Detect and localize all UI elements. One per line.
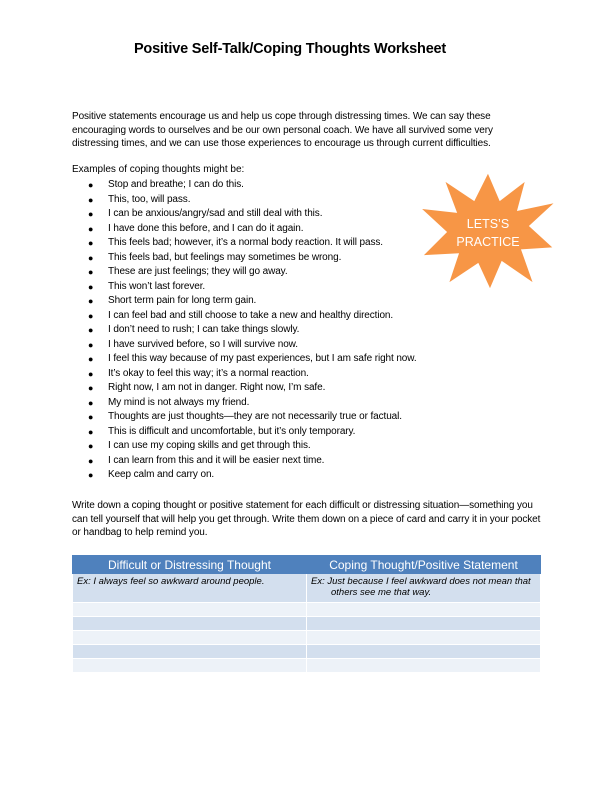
burst-line-1: LETS’S: [466, 217, 510, 231]
bullet-icon: ●: [88, 180, 94, 190]
table-cell[interactable]: [73, 603, 307, 617]
list-item: ● I can use my coping skills and get through this.: [72, 439, 417, 454]
list-item: ● This feels bad; however, it’s a normal body reaction. It will pass.: [72, 236, 417, 251]
page-title: Positive Self-Talk/Coping Thoughts Worksheet: [133, 41, 447, 57]
bullet-icon: ●: [88, 296, 94, 306]
bullet-icon: ●: [88, 238, 94, 248]
table-row: [73, 603, 541, 617]
bullet-icon: ●: [88, 325, 94, 335]
table-header-row: [73, 556, 541, 574]
table-cell[interactable]: [307, 659, 541, 673]
list-item: ● This, too, will pass.: [72, 193, 417, 208]
column-header-coping-thought: Coping Thought/Positive Statement: [307, 556, 541, 574]
table-row: [73, 617, 541, 631]
bullet-icon: ●: [88, 310, 94, 321]
bullet-icon: ●: [88, 412, 94, 422]
intro-paragraph: Positive statements encourage us and help us cope through distressing times. We can say these encouraging words to ourselves and be our own personal coach. We have all survived some very distressing times, and we can use those experiences to encourage us through current difficulties.: [72, 111, 493, 150]
list-item: ● This feels bad, but feelings may sometimes be wrong.: [72, 251, 417, 266]
list-item: ● These are just feelings; they will go away.: [72, 265, 417, 280]
bullet-icon: ●: [88, 209, 94, 219]
bullet-icon: ●: [88, 194, 94, 205]
list-item: ● Keep calm and carry on.: [72, 468, 417, 483]
worksheet-table: [72, 555, 541, 673]
table-cell[interactable]: [307, 631, 541, 645]
lets-practice-starburst: [418, 172, 558, 290]
table-cell[interactable]: [307, 603, 541, 617]
list-item: ● I can learn from this and it will be easier next time.: [72, 454, 417, 469]
bullet-icon: ●: [88, 281, 94, 292]
example-difficult-thought: Ex: I always feel so awkward around people.: [73, 574, 307, 603]
table-row: [73, 659, 541, 673]
burst-line-2: PRACTICE: [456, 235, 520, 249]
table-cell[interactable]: [307, 645, 541, 659]
bullet-icon: ●: [88, 252, 94, 263]
starburst-icon: [420, 172, 556, 290]
list-item: ● It’s okay to feel this way; it’s a normal reaction.: [72, 367, 417, 382]
table-row: [73, 574, 541, 603]
table-cell[interactable]: [73, 645, 307, 659]
list-item: ● My mind is not always my friend.: [72, 396, 417, 411]
example-coping-thought: Ex: Just because I feel awkward does not mean that others see me that way.: [307, 574, 541, 603]
list-item: ● I have survived before, so I will survive now.: [72, 338, 417, 353]
table-cell[interactable]: [73, 659, 307, 673]
list-item: ● Short term pain for long term gain.: [72, 294, 417, 309]
bullet-icon: ●: [88, 267, 94, 277]
instructions-paragraph: Write down a coping thought or positive statement for each difficult or distressing situation—something you can tell yourself that will help you get through. Write them down on a piece of card and carry it in your pocket or handbag to help remind you.: [72, 500, 541, 539]
examples-list: [72, 178, 417, 483]
bullet-icon: ●: [88, 339, 94, 350]
list-item: ● I don’t need to rush; I can take things slowly.: [72, 323, 417, 338]
list-item: ● Stop and breathe; I can do this.: [72, 178, 417, 193]
table-cell[interactable]: [307, 617, 541, 631]
table-row: [73, 645, 541, 659]
list-item: ● I can be anxious/angry/sad and still deal with this.: [72, 207, 417, 222]
bullet-icon: ●: [88, 354, 94, 364]
list-item: ● Right now, I am not in danger. Right now, I’m safe.: [72, 381, 417, 396]
bullet-icon: ●: [88, 383, 94, 393]
list-item: ● This is difficult and uncomfortable, but it’s only temporary.: [72, 425, 417, 440]
bullet-icon: ●: [88, 441, 94, 451]
bullet-icon: ●: [88, 397, 94, 408]
bullet-icon: ●: [88, 455, 94, 466]
table-cell[interactable]: [73, 631, 307, 645]
list-item: ● I feel this way because of my past experiences, but I am safe right now.: [72, 352, 417, 367]
bullet-icon: ●: [88, 426, 94, 437]
list-item: ● I have done this before, and I can do it again.: [72, 222, 417, 237]
table-cell[interactable]: [73, 617, 307, 631]
examples-label: Examples of coping thoughts might be:: [72, 164, 245, 175]
bullet-icon: ●: [88, 223, 94, 234]
list-item: ● Thoughts are just thoughts—they are not necessarily true or factual.: [72, 410, 417, 425]
list-item: ● This won’t last forever.: [72, 280, 417, 295]
column-header-difficult-thought: Difficult or Distressing Thought: [73, 556, 307, 574]
table-row: [73, 631, 541, 645]
list-item: ● I can feel bad and still choose to take a new and healthy direction.: [72, 309, 417, 324]
bullet-icon: ●: [88, 368, 94, 379]
bullet-icon: ●: [88, 470, 94, 480]
